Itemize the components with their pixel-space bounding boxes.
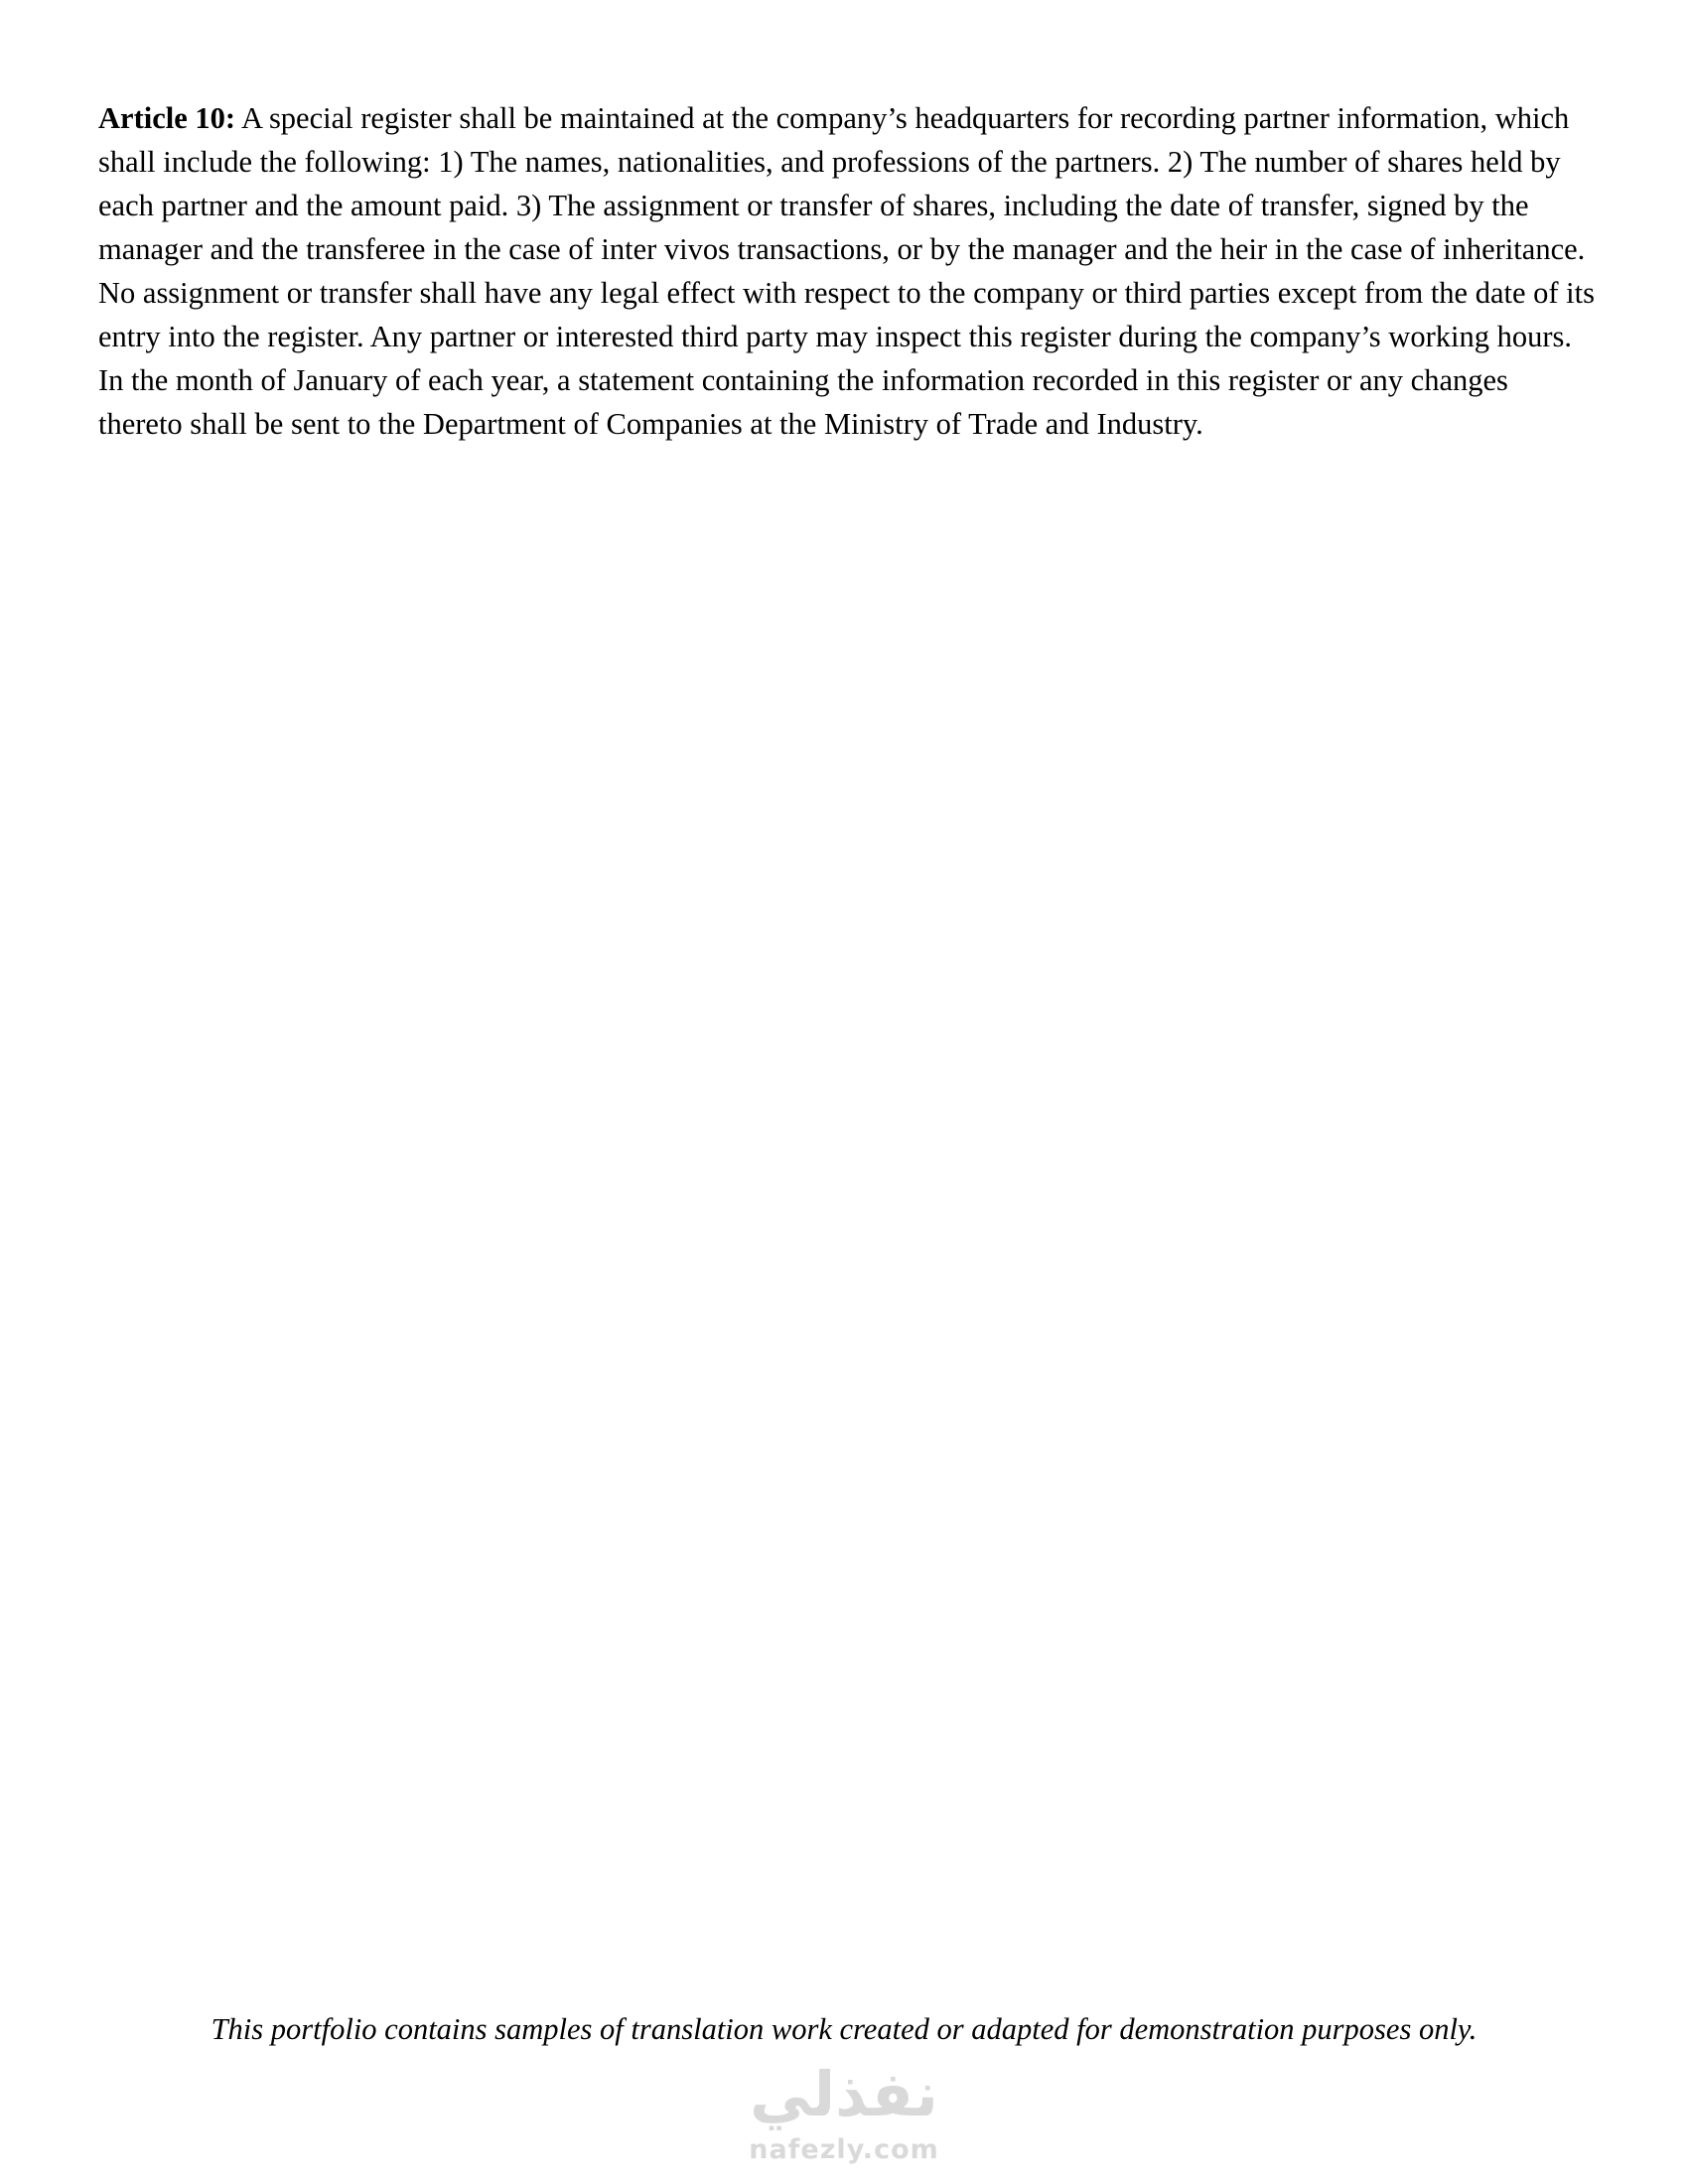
portfolio-disclaimer: This portfolio contains samples of translation work created or adapted for demonstration purposes only. bbox=[211, 2012, 1477, 2046]
watermark-arabic-text: نفذلي bbox=[750, 2058, 938, 2130]
article-body: A special register shall be maintained at the company’s headquarters for recording partner information, which shall include the following: 1) The names, nationalities, and professions of the partners. 2) The number of shares held by each partner and the amount paid. 3) The assignment or transfer of shares, including the date of transfer, signed by the manager and the transferee in the case of inter vivos transactions, or by the manager and the heir in the case of inheritance. No assignment or transfer shall have any legal effect with respect to the company or third parties except from the date of its entry into the register. Any partner or interested third party may inspect this register during the company’s working hours. In the month of January of each year, a statement containing the information recorded in this register or any changes thereto shall be sent to the Department of Companies at the Ministry of Trade and Industry. bbox=[98, 101, 1595, 441]
article-heading: Article 10: bbox=[98, 101, 236, 135]
article-paragraph bbox=[98, 96, 1596, 446]
nafezly-watermark-logo bbox=[735, 2055, 953, 2179]
watermark-latin-text: nafezly.com bbox=[749, 2134, 939, 2165]
